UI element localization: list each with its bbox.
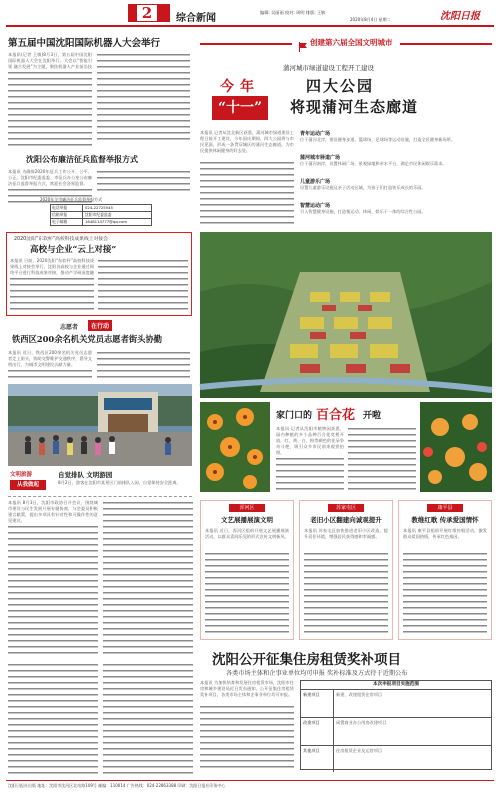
district-body: 本报讯 康平县组织开展红歌传唱活动，激发群众爱国热情，传承红色基因。 (403, 528, 487, 539)
district-tag: 康平县 (427, 504, 463, 512)
district-column (299, 500, 393, 640)
campus-text-2 (98, 258, 188, 312)
housing-row-label: 新建项目 (301, 690, 334, 717)
project-text (200, 160, 294, 228)
volunteer-lead: 本报讯 近日，铁西区200余名机关党员志愿者走上街头，协助交警维护交通秩序，倡导文明出行，为城市文明建设贡献力量。 (8, 350, 92, 367)
robot-headline: 第五届中国沈阳国际机器人大会举行 (8, 38, 161, 49)
housing-row-value: 闲置商业办公用房改建项目 (336, 720, 387, 725)
newspaper-brand: 沈阳日报 (440, 11, 480, 22)
aerial-park-image (200, 232, 492, 398)
campus-lead: 本报讯 日前，2020沈阳“东软杯”高校科技成果线上对接会举行，沈阳各高校与企业通过网络平台进行科技成果对接，推动产学研深度融 (10, 258, 94, 275)
volunteer-headline: 铁西区200余名机关党员志愿者街头协勤 (12, 334, 163, 344)
campus-headline: 高校与企业“云上对接” (30, 245, 117, 255)
lily-photo-right (420, 402, 492, 492)
footer-imprint: 沈阳日报社出版 地址：沈阳市沈河区北站路109号 邮编：110014 广告热线：024-22863388 印刷：沈阳日报社印务中心 (8, 783, 226, 788)
district-headline: 老旧小区翻建向诚观提升 (310, 516, 382, 524)
lower-lead: 本报讯 8月3日，沈阳市政协召开会议，围绕城市建设与民生发展开展专题协商，与会委员积极建言献策，提出多项具有针对性和可操作性的意见建议。 (8, 500, 98, 523)
civil-caption: 8月2日，游客在沈阳市某景区门前排队入园，自觉保持安全距离。 (58, 480, 181, 485)
district-body: 本报讯 近日，浑河区组织开展文艺展播展演活动，以群众喜闻乐见的形式宣传文明新风。 (205, 528, 289, 539)
district-headline: 教维红歌 传承爱国情怀 (411, 516, 479, 524)
district-column (200, 500, 294, 640)
civilization-banner (200, 36, 492, 50)
lily-text-2 (348, 426, 416, 490)
park-name: 青年运动广场 (300, 131, 331, 137)
lower-text-b (103, 500, 193, 656)
lily-photo (200, 402, 270, 492)
district-text (304, 551, 388, 635)
page-number: 2 (141, 4, 153, 22)
report-table-label: 信箱举报 (51, 212, 83, 218)
civil-tag-2: 从我做起 (10, 480, 46, 490)
report-table-value: 024-22725545 (85, 205, 113, 210)
district-body: 本报讯 苏家屯区加快推进老旧小区改造，提升居住环境，增强居民获得感和幸福感。 (304, 528, 388, 539)
project-headline-1: 四大公园 (306, 77, 375, 95)
housing-row-label: 其他项目 (301, 746, 334, 772)
footer-rule (6, 780, 494, 781)
park-desc: 位于蒲河南岸，设置休闲广场、景观绿地和亲水平台，满足市民休闲娱乐需求。 (300, 161, 447, 166)
project-headline-2: 将现蒲河生态廊道 (290, 98, 419, 116)
report-table-label: 电子邮箱 (51, 219, 83, 225)
header-rule (6, 25, 494, 27)
park-desc: 引入智慧健身设施，打造集运动、休闲、娱乐于一体的综合性公园。 (300, 209, 426, 214)
housing-text (200, 704, 294, 770)
lily-headline-pre: 家门口的 (276, 411, 313, 421)
park-desc: 设置儿童游乐设施及亲子活动区域，为孩子们打造快乐成长的乐园。 (300, 185, 426, 190)
lower-text-d (103, 662, 193, 776)
housing-row-value: 新建、改建租赁住房项目 (336, 692, 383, 697)
robot-body-text (8, 70, 92, 148)
volunteer-tag: 志愿者 (60, 324, 79, 331)
tourist-queue-image (8, 384, 192, 466)
park-desc: 位于蒲河北岸，建设健身步道、篮球场、足球场等运动设施，打造全民健身新场所。 (300, 137, 455, 142)
lily-lead: 本报讯 记者从沈阳市植物园获悉，园内种植的多个品种百合花竞相开放，红、黄、白、粉等颜色的花朵争奇斗艳，吸引众多市民前来观赏拍照。 (276, 426, 344, 455)
banner-left-rule (200, 43, 292, 45)
lily-text (276, 456, 344, 490)
issue-date: 2020年8月4日 星期二 (350, 17, 391, 22)
park-name: 智慧运动广场 (300, 203, 331, 209)
lily-headline-post: 开啦 (363, 411, 382, 421)
section-title: 综合新闻 (176, 13, 216, 24)
anticorruption-text-2 (97, 169, 190, 193)
anticorruption-lead: 本报讯 为确保2020年征兵工作公开、公平、公正，沈阳市纪委监委、市征兵办公室公布廉洁征兵监督举报方式，欢迎社会各界监督。 (8, 169, 92, 186)
volunteer-text (8, 368, 92, 380)
editor-line: 编辑: 吴丽丽 校对: 周明 排版: 王敏 (260, 10, 326, 15)
housing-row-label: 改建项目 (301, 718, 334, 745)
housing-row-value: 住房租赁企业及运营项目 (336, 748, 383, 753)
lily-headline-big: 百合花 (316, 408, 356, 423)
park-item (300, 130, 492, 154)
civil-tag-block (10, 470, 46, 492)
tourist-queue-photo (8, 384, 192, 466)
campus-kicker: 2020沈阳“东软杯”高校科技成果线上对接会 (14, 237, 108, 242)
district-headline: 文艺展播展演文明 (221, 516, 273, 524)
robot-lead: 本报讯(记者 王敏)8月3日，第五届中国沈阳国际机器人大会在沈阳举行。大会以“智能引领 融合发展”为主题，聚焦机器人产业前沿技 (8, 52, 92, 69)
anticorruption-headline: 沈阳公布廉洁征兵监督举报方式 (26, 154, 138, 164)
lower-text-a (8, 524, 98, 656)
page-header (0, 0, 500, 24)
project-lead: 本报讯 记者从沈北新区获悉，蒲河城市绿道建设工程日前开工建设，今年国庆期间，四大公园将与市民见面，形成一条贯穿城区的蒲河生态廊道，为市民提供休闲健身的好去处。 (200, 130, 294, 153)
housing-lead: 本报讯 为加快培育和发展住房租赁市场，沈阳市住房和城乡建设局近日发布通知，公开征集住房租赁奖补项目，各类市场主体和企事业单位均可申报。 (200, 680, 294, 697)
report-table-caption: 2020年全市廉洁征兵监督举报方式 (40, 197, 103, 202)
district-text (403, 551, 487, 635)
housing-subheadline: 各类市场主体和企事业单位均可申报 奖补标准及方式待于近期公布 (226, 670, 408, 677)
district-column (398, 500, 492, 640)
volunteer-text-2 (97, 350, 190, 380)
district-tag: 苏家屯区 (328, 504, 364, 512)
report-table-label: 电话举报 (51, 205, 83, 211)
campus-text (10, 276, 94, 312)
report-table-value: 沈阳市纪委监委 (85, 212, 112, 217)
park-item (300, 178, 492, 202)
aerial-park-photo (200, 232, 492, 398)
report-table (50, 204, 152, 226)
civil-tag-1: 文明旅游 (10, 472, 33, 478)
flag-icon (298, 37, 308, 47)
report-table-value: 1648114777@qq.com (85, 219, 128, 224)
lower-text-c (8, 662, 98, 776)
housing-headline: 沈阳公开征集住房租赁奖补项目 (212, 652, 401, 668)
lily-image-right (420, 402, 492, 492)
lily-image (200, 402, 270, 492)
housing-table (300, 680, 492, 770)
section-divider (8, 496, 192, 497)
banner-right-rule (400, 43, 492, 45)
district-tag: 浑河区 (229, 504, 265, 512)
shiyi-label: “十一” (212, 96, 268, 120)
park-name: 儿童游乐广场 (300, 179, 331, 185)
park-name: 蒲河城市驿道广场 (300, 155, 341, 161)
park-item (300, 202, 492, 226)
park-item (300, 154, 492, 178)
district-text (205, 551, 289, 635)
housing-table-title: 本次申报项目实施范围 (301, 681, 491, 690)
jinnian-label: 今年 (220, 79, 260, 95)
civil-caption-title: 自觉排队 文明游园 (58, 471, 113, 479)
project-kicker: 蒲河城市绿道建设工程开工建设 (283, 64, 374, 72)
banner-title: 创建第六届全国文明城市 (310, 38, 393, 47)
robot-body-text-2 (97, 52, 190, 140)
volunteer-logo: 在行动 (88, 320, 112, 331)
parks-list (300, 130, 492, 228)
